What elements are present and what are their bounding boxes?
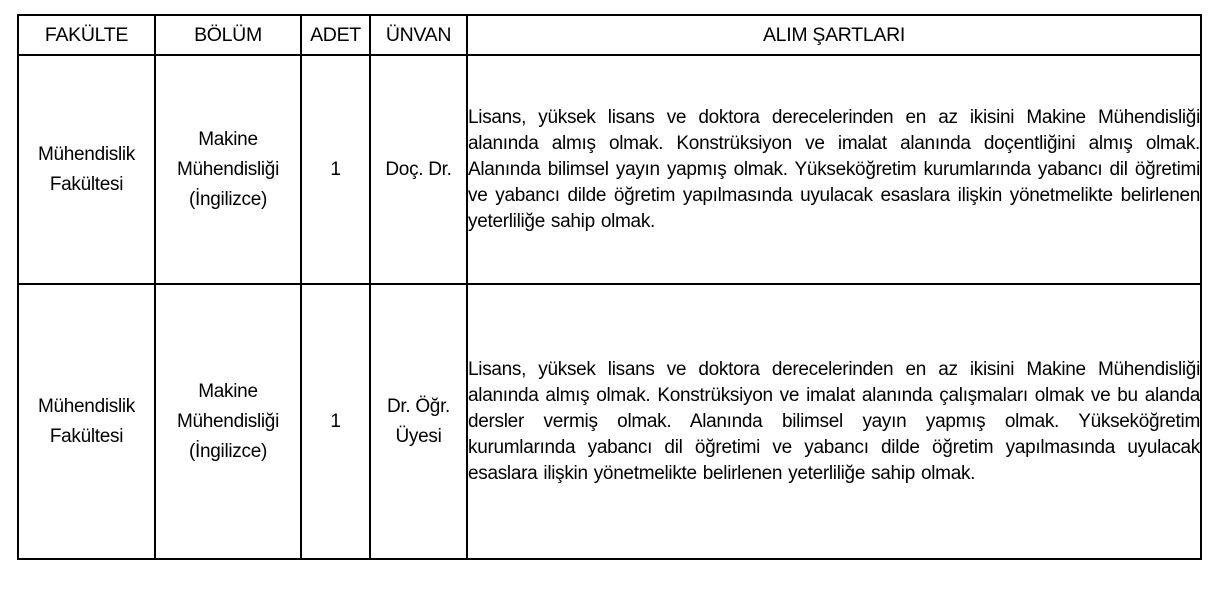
count-value: 1	[330, 158, 341, 180]
count-cell	[301, 55, 370, 284]
title-line: Doç. Dr.	[385, 158, 452, 180]
header-title: ÜNVAN	[370, 15, 467, 55]
department-line: Mühendisliği	[176, 158, 279, 180]
faculty-cell	[18, 55, 155, 284]
count-cell	[301, 284, 370, 559]
table-row	[18, 55, 1201, 284]
conditions-cell: Lisans, yüksek lisans ve doktora derecelerinden en az ikisini Makine Mühendisliği alanında almış olmak. Konstrüksiyon ve imalat alanında çalışmaları olmak ve bu alanda dersler vermiş olmak. Alanında bilimsel yayın yapmış olmak. Yükseköğretim kurumlarında yabancı dil öğretimi ve yabancı dilde öğretim yapılmasında uyulacak esaslara ilişkin yönetmelikte belirlenen yeterliliğe sahip olmak.	[467, 284, 1201, 559]
header-department: BÖLÜM	[155, 15, 301, 55]
department-line: Mühendisliği	[176, 410, 279, 432]
title-cell	[370, 55, 467, 284]
faculty-line: Fakültesi	[49, 173, 124, 195]
title-line: Dr. Öğr.	[386, 395, 451, 417]
conditions-cell: Lisans, yüksek lisans ve doktora derecelerinden en az ikisini Makine Mühendisliği alanında almış olmak. Konstrüksiyon ve imalat alanında doçentliğini almış olmak. Alanında bilimsel yayın yapmış olmak. Yükseköğretim kurumlarında yabancı dil öğretimi ve yabancı dilde öğretim yapılmasında uyulacak esaslara ilişkin yönetmelikte belirlenen yeterliliğe sahip olmak.	[467, 55, 1201, 284]
header-row	[18, 15, 1201, 55]
header-conditions: ALIM ŞARTLARI	[467, 15, 1201, 55]
header-count: ADET	[301, 15, 370, 55]
count-value: 1	[330, 410, 341, 432]
faculty-line: Mühendislik	[37, 395, 136, 417]
recruitment-table	[17, 14, 1202, 560]
department-cell	[155, 55, 301, 284]
department-line: (İngilizce)	[189, 440, 267, 462]
department-line: Makine	[198, 380, 258, 402]
title-cell	[370, 284, 467, 559]
department-cell	[155, 284, 301, 559]
faculty-line: Fakültesi	[49, 425, 124, 447]
department-line: Makine	[198, 128, 258, 150]
faculty-cell	[18, 284, 155, 559]
faculty-line: Mühendislik	[37, 143, 136, 165]
title-line: Üyesi	[395, 425, 442, 447]
table-row	[18, 284, 1201, 559]
header-faculty: FAKÜLTE	[18, 15, 155, 55]
department-line: (İngilizce)	[189, 188, 267, 210]
